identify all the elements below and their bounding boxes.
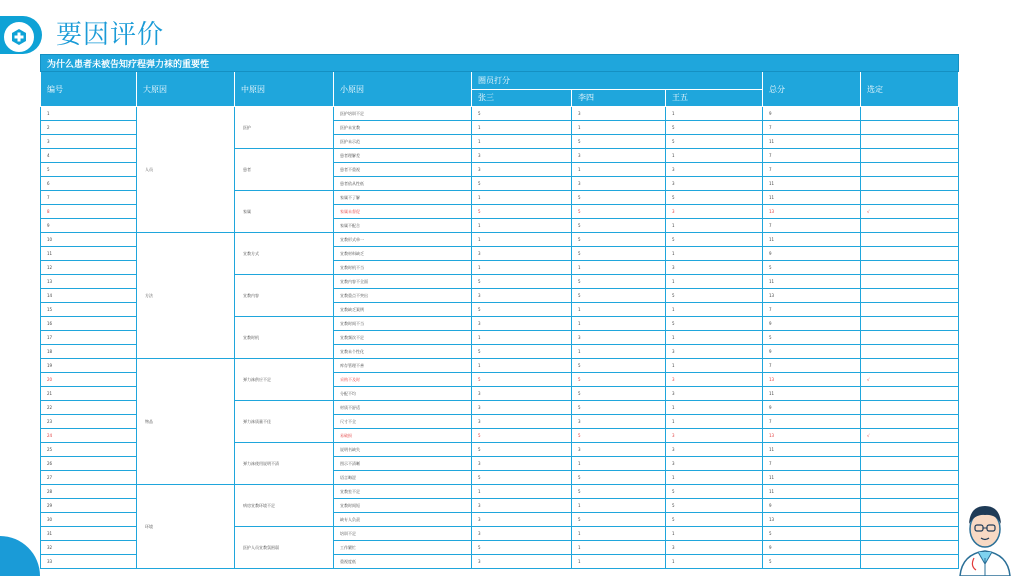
cell-minor-cause: 患者依从性低 — [334, 177, 472, 191]
cell-total: 7 — [763, 149, 861, 163]
cell-score: 3 — [666, 205, 763, 219]
cell-selected — [861, 233, 959, 247]
cell-minor-cause: 家属未督促 — [334, 205, 472, 219]
cell-minor-cause: 医护培训不足 — [334, 107, 472, 121]
cell-id: 24 — [41, 429, 137, 443]
cell-score: 1 — [572, 163, 666, 177]
cell-score: 1 — [666, 247, 763, 261]
cell-score: 1 — [666, 471, 763, 485]
cell-score: 1 — [572, 499, 666, 513]
col-header-scorer-1: 张三 — [472, 89, 572, 107]
table-caption: 为什么患者未被告知疗程弹力袜的重要性 — [41, 55, 959, 72]
cell-middle-cause: 患者 — [235, 149, 334, 191]
cell-score: 1 — [472, 331, 572, 345]
cell-minor-cause: 宣教缺乏案例 — [334, 303, 472, 317]
cell-score: 1 — [572, 317, 666, 331]
cell-selected — [861, 331, 959, 345]
cell-score: 5 — [666, 135, 763, 149]
cell-selected — [861, 443, 959, 457]
col-header-scoring: 圈员打分 — [472, 72, 763, 90]
cell-score: 1 — [572, 261, 666, 275]
cell-middle-cause: 医护人员宣教氛围弱 — [235, 527, 334, 569]
cell-score: 1 — [472, 135, 572, 149]
cell-score: 3 — [472, 387, 572, 401]
cell-score: 1 — [472, 191, 572, 205]
table-row — [41, 485, 959, 499]
cell-score: 3 — [472, 555, 572, 569]
cell-minor-cause: 宣教时间短 — [334, 499, 472, 513]
cell-score: 3 — [472, 513, 572, 527]
cell-score: 1 — [572, 555, 666, 569]
cell-minor-cause: 宣教重点不突出 — [334, 289, 472, 303]
col-header-total: 总分 — [763, 72, 861, 107]
cell-minor-cause: 宣教材料缺乏 — [334, 247, 472, 261]
cell-score: 5 — [666, 499, 763, 513]
cell-id: 6 — [41, 177, 137, 191]
cell-score: 5 — [572, 387, 666, 401]
decoration-corner — [0, 536, 40, 576]
cell-score: 3 — [572, 443, 666, 457]
cell-major-cause: 方法 — [137, 233, 235, 359]
cell-id: 31 — [41, 527, 137, 541]
cell-score: 3 — [666, 345, 763, 359]
cell-score: 3 — [666, 443, 763, 457]
cell-score: 3 — [472, 149, 572, 163]
cell-minor-cause: 患者理解差 — [334, 149, 472, 163]
cell-total: 7 — [763, 303, 861, 317]
cell-score: 5 — [472, 443, 572, 457]
cell-id: 26 — [41, 457, 137, 471]
cell-selected — [861, 121, 959, 135]
cell-score: 3 — [472, 289, 572, 303]
cell-minor-cause: 宣教形式单一 — [334, 233, 472, 247]
cell-id: 17 — [41, 331, 137, 345]
cell-score: 5 — [572, 289, 666, 303]
cell-total: 13 — [763, 289, 861, 303]
cell-minor-cause: 图示不清晰 — [334, 457, 472, 471]
cell-total: 7 — [763, 163, 861, 177]
cell-selected — [861, 163, 959, 177]
cell-id: 15 — [41, 303, 137, 317]
cell-middle-cause: 弹力袜质量不佳 — [235, 401, 334, 443]
cell-score: 1 — [572, 303, 666, 317]
cell-total: 11 — [763, 275, 861, 289]
cell-selected — [861, 261, 959, 275]
cell-id: 28 — [41, 485, 137, 499]
table-body — [41, 107, 959, 569]
cell-id: 1 — [41, 107, 137, 121]
cell-major-cause: 环境 — [137, 485, 235, 569]
col-header-scorer-2: 李四 — [572, 89, 666, 107]
cell-score: 5 — [666, 289, 763, 303]
cell-minor-cause: 宣教频次不足 — [334, 331, 472, 345]
cell-selected — [861, 485, 959, 499]
cell-middle-cause: 宣教时机 — [235, 317, 334, 359]
cell-score: 5 — [472, 373, 572, 387]
cell-id: 16 — [41, 317, 137, 331]
cell-id: 14 — [41, 289, 137, 303]
cell-score: 3 — [572, 107, 666, 121]
cell-score: 5 — [572, 471, 666, 485]
cell-selected — [861, 303, 959, 317]
cell-score: 3 — [572, 415, 666, 429]
cell-selected — [861, 457, 959, 471]
cell-id: 25 — [41, 443, 137, 457]
cell-score: 5 — [572, 191, 666, 205]
cell-score: 5 — [572, 233, 666, 247]
cell-major-cause: 物品 — [137, 359, 235, 485]
cell-id: 33 — [41, 555, 137, 569]
cell-total: 11 — [763, 443, 861, 457]
cell-selected — [861, 415, 959, 429]
cell-total: 5 — [763, 331, 861, 345]
cell-score: 1 — [666, 401, 763, 415]
cell-score: 1 — [666, 107, 763, 121]
cell-selected — [861, 107, 959, 121]
cell-total: 13 — [763, 373, 861, 387]
cell-minor-cause: 培训不足 — [334, 527, 472, 541]
cell-minor-cause: 缺专人负责 — [334, 513, 472, 527]
cell-score: 1 — [666, 527, 763, 541]
cell-id: 8 — [41, 205, 137, 219]
cell-score: 5 — [472, 205, 572, 219]
cell-id: 32 — [41, 541, 137, 555]
col-header-selected: 选定 — [861, 72, 959, 107]
cell-total: 11 — [763, 135, 861, 149]
cell-minor-cause: 宣教未个性化 — [334, 345, 472, 359]
cell-id: 10 — [41, 233, 137, 247]
cell-minor-cause: 宣教室不足 — [334, 485, 472, 499]
cell-score: 3 — [572, 331, 666, 345]
cell-id: 21 — [41, 387, 137, 401]
cell-score: 5 — [572, 401, 666, 415]
cell-id: 19 — [41, 359, 137, 373]
cell-id: 30 — [41, 513, 137, 527]
cell-id: 7 — [41, 191, 137, 205]
cell-minor-cause: 材质不舒适 — [334, 401, 472, 415]
cell-score: 1 — [666, 555, 763, 569]
cell-score: 3 — [666, 429, 763, 443]
table-row — [41, 233, 959, 247]
cell-score: 5 — [472, 345, 572, 359]
col-header-scorer-3: 王五 — [666, 89, 763, 107]
cell-score: 3 — [666, 163, 763, 177]
cell-id: 27 — [41, 471, 137, 485]
cell-id: 29 — [41, 499, 137, 513]
cell-selected — [861, 471, 959, 485]
cell-minor-cause: 易破损 — [334, 429, 472, 443]
cell-score: 5 — [572, 485, 666, 499]
cell-score: 3 — [666, 261, 763, 275]
cell-total: 9 — [763, 107, 861, 121]
cell-minor-cause: 医护未示范 — [334, 135, 472, 149]
doctor-illustration — [954, 496, 1016, 576]
cell-score: 5 — [472, 107, 572, 121]
cell-score: 5 — [472, 429, 572, 443]
cell-minor-cause: 工作繁忙 — [334, 541, 472, 555]
cell-score: 1 — [572, 121, 666, 135]
cell-minor-cause: 采购不及时 — [334, 373, 472, 387]
cell-selected — [861, 387, 959, 401]
cell-score: 5 — [572, 219, 666, 233]
cell-score: 5 — [666, 513, 763, 527]
cell-score: 5 — [666, 121, 763, 135]
cell-id: 13 — [41, 275, 137, 289]
col-header-middle: 中原因 — [235, 72, 334, 107]
cell-score: 5 — [572, 135, 666, 149]
cell-middle-cause: 宣教方式 — [235, 233, 334, 275]
cell-score: 3 — [472, 457, 572, 471]
cell-middle-cause: 医护 — [235, 107, 334, 149]
col-header-major: 大原因 — [137, 72, 235, 107]
cell-minor-cause: 家属不配合 — [334, 219, 472, 233]
cell-score: 1 — [472, 233, 572, 247]
cell-id: 9 — [41, 219, 137, 233]
cell-score: 3 — [472, 163, 572, 177]
cell-total: 9 — [763, 247, 861, 261]
cell-minor-cause: 宣教内容不全面 — [334, 275, 472, 289]
cell-score: 1 — [472, 485, 572, 499]
cell-total: 9 — [763, 317, 861, 331]
table-row — [41, 107, 959, 121]
cell-total: 13 — [763, 205, 861, 219]
cell-score: 1 — [666, 359, 763, 373]
cell-score: 5 — [666, 191, 763, 205]
cell-score: 1 — [572, 457, 666, 471]
cell-score: 1 — [572, 527, 666, 541]
cell-total: 5 — [763, 555, 861, 569]
cell-selected — [861, 135, 959, 149]
cell-total: 5 — [763, 527, 861, 541]
cell-minor-cause: 分配不均 — [334, 387, 472, 401]
cell-score: 3 — [666, 541, 763, 555]
cell-minor-cause: 重视度低 — [334, 555, 472, 569]
cell-score: 3 — [472, 401, 572, 415]
cell-score: 5 — [472, 471, 572, 485]
cell-middle-cause: 宣教内容 — [235, 275, 334, 317]
cell-score: 1 — [666, 275, 763, 289]
table-row — [41, 359, 959, 373]
cell-selected — [861, 527, 959, 541]
cell-score: 1 — [472, 219, 572, 233]
cell-score: 5 — [572, 513, 666, 527]
cell-minor-cause: 宣教时机不当 — [334, 261, 472, 275]
cell-minor-cause: 说明书缺失 — [334, 443, 472, 457]
evaluation-table — [40, 54, 958, 569]
cell-score: 1 — [572, 345, 666, 359]
cell-score: 1 — [666, 303, 763, 317]
cell-score: 1 — [472, 261, 572, 275]
cell-score: 3 — [572, 149, 666, 163]
cell-total: 11 — [763, 191, 861, 205]
cell-score: 1 — [472, 359, 572, 373]
cell-total: 11 — [763, 177, 861, 191]
cell-minor-cause: 语言晦涩 — [334, 471, 472, 485]
cell-total: 9 — [763, 345, 861, 359]
cell-minor-cause: 家属不了解 — [334, 191, 472, 205]
cell-score: 5 — [666, 233, 763, 247]
cell-selected — [861, 359, 959, 373]
cell-selected: √ — [861, 429, 959, 443]
col-header-minor: 小原因 — [334, 72, 472, 107]
cell-score: 5 — [572, 373, 666, 387]
cell-minor-cause: 医护未宣教 — [334, 121, 472, 135]
cell-selected — [861, 247, 959, 261]
cell-middle-cause: 家属 — [235, 191, 334, 233]
cell-score: 5 — [472, 303, 572, 317]
cell-total: 13 — [763, 513, 861, 527]
cell-id: 12 — [41, 261, 137, 275]
cell-major-cause: 人员 — [137, 107, 235, 233]
cell-total: 7 — [763, 415, 861, 429]
cell-score: 1 — [666, 149, 763, 163]
cell-total: 9 — [763, 541, 861, 555]
cell-score: 5 — [572, 247, 666, 261]
cell-id: 11 — [41, 247, 137, 261]
cell-score: 5 — [472, 177, 572, 191]
cell-total: 7 — [763, 219, 861, 233]
cell-score: 5 — [572, 429, 666, 443]
cell-score: 3 — [666, 373, 763, 387]
cell-score: 5 — [472, 541, 572, 555]
cell-selected — [861, 401, 959, 415]
cell-score: 5 — [572, 359, 666, 373]
cell-score: 5 — [666, 485, 763, 499]
cell-middle-cause: 病房宣教环境不足 — [235, 485, 334, 527]
cell-total: 9 — [763, 499, 861, 513]
cell-selected: √ — [861, 205, 959, 219]
cell-id: 18 — [41, 345, 137, 359]
cell-minor-cause: 尺寸不全 — [334, 415, 472, 429]
cell-score: 3 — [472, 247, 572, 261]
cell-selected — [861, 177, 959, 191]
cell-total: 5 — [763, 261, 861, 275]
page-title: 要因评价 — [56, 20, 165, 50]
cell-score: 5 — [472, 275, 572, 289]
cell-selected — [861, 191, 959, 205]
cell-total: 7 — [763, 457, 861, 471]
cell-middle-cause: 弹力袜使用说明不清 — [235, 443, 334, 485]
cell-id: 20 — [41, 373, 137, 387]
cell-id: 3 — [41, 135, 137, 149]
cell-selected: √ — [861, 373, 959, 387]
cell-score: 3 — [666, 457, 763, 471]
cell-selected — [861, 219, 959, 233]
cell-total: 11 — [763, 233, 861, 247]
cell-selected — [861, 289, 959, 303]
col-header-id: 编号 — [41, 72, 137, 107]
cell-score: 3 — [666, 387, 763, 401]
cell-score: 3 — [472, 415, 572, 429]
logo-icon — [2, 20, 36, 54]
cell-total: 7 — [763, 121, 861, 135]
cell-selected — [861, 513, 959, 527]
cell-id: 5 — [41, 163, 137, 177]
cell-total: 9 — [763, 401, 861, 415]
cell-selected — [861, 555, 959, 569]
cell-selected — [861, 345, 959, 359]
cell-id: 2 — [41, 121, 137, 135]
cell-total: 11 — [763, 387, 861, 401]
cell-score: 1 — [472, 121, 572, 135]
cell-score: 5 — [572, 205, 666, 219]
cell-selected — [861, 541, 959, 555]
cell-score: 3 — [666, 177, 763, 191]
cell-id: 23 — [41, 415, 137, 429]
cell-selected — [861, 317, 959, 331]
cell-score: 1 — [666, 219, 763, 233]
cell-id: 4 — [41, 149, 137, 163]
cell-selected — [861, 275, 959, 289]
cell-score: 5 — [666, 317, 763, 331]
cell-id: 22 — [41, 401, 137, 415]
cell-score: 1 — [572, 541, 666, 555]
cell-total: 11 — [763, 471, 861, 485]
cell-score: 1 — [666, 331, 763, 345]
cell-score: 3 — [472, 499, 572, 513]
cell-selected — [861, 149, 959, 163]
cell-selected — [861, 499, 959, 513]
cell-score: 3 — [572, 177, 666, 191]
cell-minor-cause: 库存管理不善 — [334, 359, 472, 373]
cell-score: 1 — [666, 415, 763, 429]
cell-minor-cause: 患者不重视 — [334, 163, 472, 177]
cell-score: 3 — [472, 317, 572, 331]
cell-middle-cause: 弹力袜供应不足 — [235, 359, 334, 401]
cell-total: 13 — [763, 429, 861, 443]
cell-score: 5 — [572, 275, 666, 289]
cell-total: 11 — [763, 485, 861, 499]
cell-total: 7 — [763, 359, 861, 373]
cell-score: 3 — [472, 527, 572, 541]
cell-minor-cause: 宣教时间不当 — [334, 317, 472, 331]
